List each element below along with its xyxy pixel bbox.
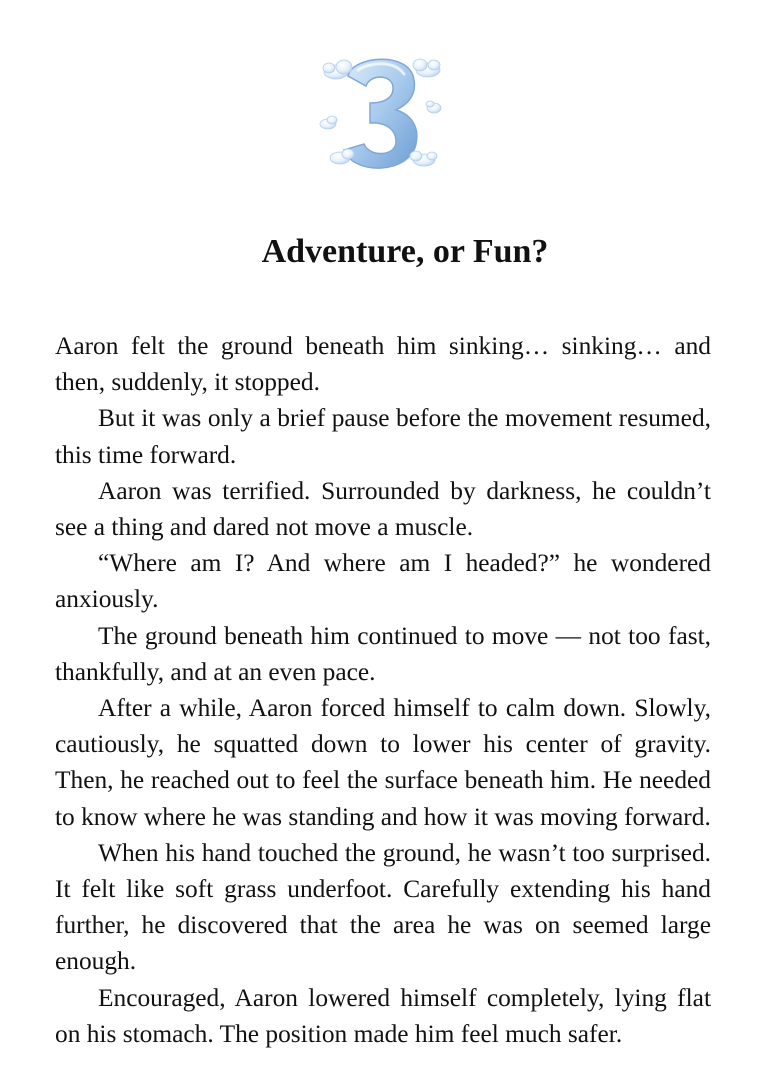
paragraph: Aaron was terrified. Surrounded by darkness, he couldn’t see a thing and dared not move a muscle. [55,476,711,542]
chapter-number-cloud-ornament [318,46,446,182]
chapter-title: Adventure, or Fun? [261,233,549,270]
chapter-body-text [55,328,711,1052]
cloud-number-icon [318,46,446,182]
paragraph: When his hand touched the ground, he wasn’t too surprised. It felt like soft grass underfoot. Carefully extending his hand further, he discovered that the area he was on seemed large enough. [55,838,711,976]
paragraph: After a while, Aaron forced himself to calm down. Slowly, cautiously, he squatted down to lower his center of gravity. Then, he reached out to feel the surface beneath him. He needed to know where he was standing and how it was moving forward. [55,694,711,831]
paragraph: “Where am I? And where am I headed?” he wondered anxiously. [55,549,711,614]
paragraph: The ground beneath him continued to move — not too fast, thankfully, and at an even pace. [55,621,711,686]
paragraph: But it was only a brief pause before the movement resumed, this time forward. [55,404,711,469]
paragraph: Aaron felt the ground beneath him sinking… sinking… and then, suddenly, it stopped. [55,332,711,397]
paragraph: Encouraged, Aaron lowered himself completely, lying flat on his stomach. The position made him feel much safer. [55,983,711,1048]
